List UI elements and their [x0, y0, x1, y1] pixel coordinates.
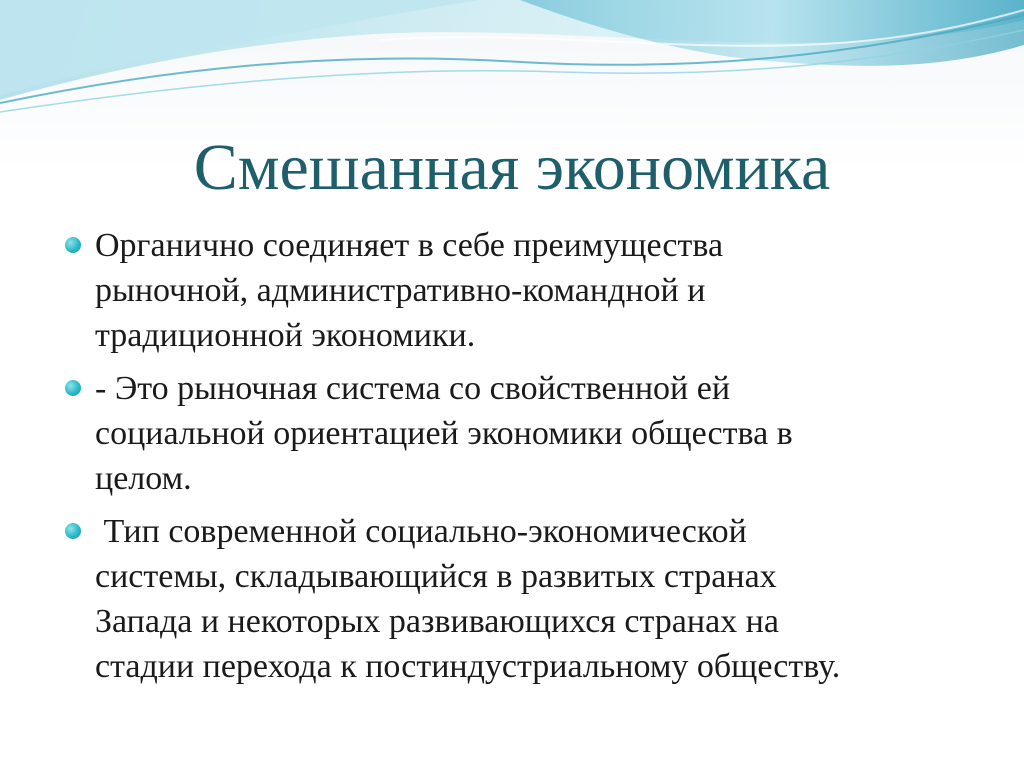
- bullet-dot-icon: [65, 237, 81, 253]
- bullet-item-1: [62, 223, 982, 358]
- bullet-line: - Это рыночная система со свойственной ей: [95, 370, 731, 407]
- bullet-line: целом.: [95, 460, 192, 497]
- bullet-item-3: [62, 509, 982, 689]
- bullet-line: традиционной экономики.: [95, 317, 476, 354]
- bullet-line: стадии перехода к постиндустриальному обществу.: [95, 648, 841, 685]
- bullet-dot-icon: [65, 523, 81, 539]
- bullet-line: Запада и некоторых развивающихся странах на: [95, 603, 779, 640]
- bullet-line: социальной ориентацией экономики общества в: [95, 415, 793, 452]
- bullet-dot-icon: [65, 380, 81, 396]
- slide-title: Смешанная экономика: [193, 131, 831, 204]
- bullet-line: Тип современной социально-экономической: [95, 513, 747, 550]
- bullet-list: [62, 223, 982, 697]
- bullet-line: системы, складывающийся в развитых странах: [95, 558, 777, 595]
- bullet-line: рыночной, административно-командной и: [95, 272, 706, 309]
- header-wave-decoration: [0, 0, 1024, 130]
- bullet-item-2: [62, 366, 982, 501]
- bullet-line: Органично соединяет в себе преимущества: [95, 227, 724, 264]
